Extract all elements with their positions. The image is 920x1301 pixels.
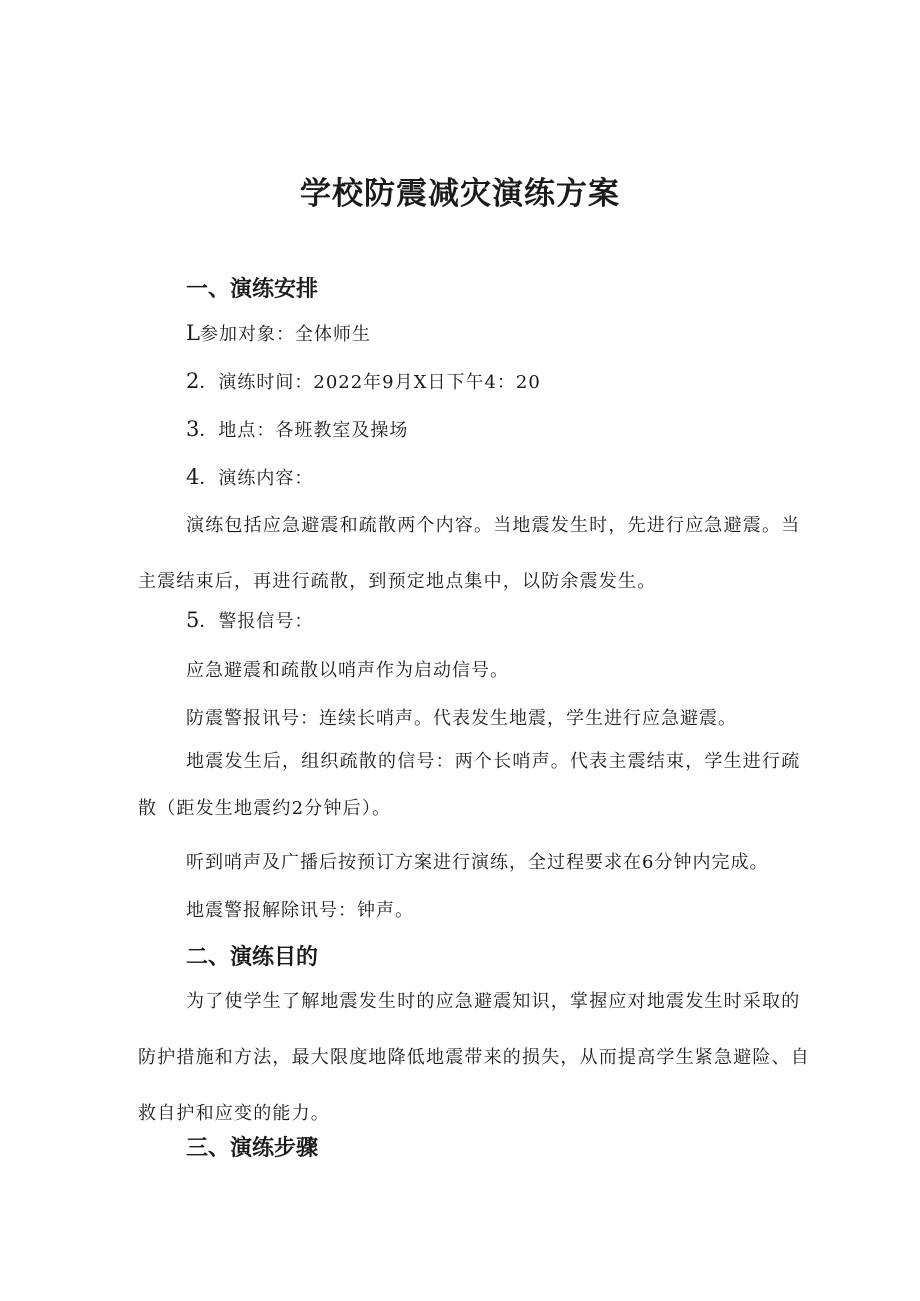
section-heading-purpose: 二、演练目的 (186, 945, 319, 970)
signal-start-line: 应急避震和疏散以哨声作为启动信号。 (186, 660, 509, 681)
all-clear-line: 地震警报解除讯号：钟声。 (186, 900, 414, 921)
list-item-number: 4 (186, 465, 200, 489)
list-item-number: L (186, 321, 200, 345)
list-item-text: ．演练时间：2022年9月X日下午4：20 (199, 372, 541, 393)
time-requirement-line: 听到哨声及广播后按预订方案进行演练，全过程要求在6分钟内完成。 (186, 852, 769, 873)
list-item-text: ．警报信号： (199, 611, 314, 632)
list-item-number: 5 (186, 608, 200, 632)
list-item-content (186, 464, 313, 490)
list-item-time (186, 368, 541, 394)
drill-content-paragraph: 演练包括应急避震和疏散两个内容。当地震发生时，先进行应急避震。当主震结束后，再进行疏散，到预定地点集中，以防余震发生。 (138, 515, 801, 592)
list-item-participants (186, 320, 371, 346)
list-item-text: ．演练内容： (199, 468, 314, 489)
list-item-alarm-signals (186, 607, 313, 633)
signal-alarm-line: 防震警报讯号：连续长哨声。代表发生地震，学生进行应急避震。 (186, 708, 737, 729)
section-heading-arrangement: 一、演练安排 (186, 277, 319, 302)
list-item-text: 参加对象：全体师生 (199, 324, 371, 345)
list-item-location (186, 416, 408, 442)
evacuation-signal-paragraph: 地震发生后，组织疏散的信号：两个长哨声。代表主震结束，学生进行疏散（距发生地震约2分钟后）。 (138, 751, 801, 819)
section-heading-steps: 三、演练步骤 (186, 1136, 319, 1161)
list-item-number: 2 (186, 369, 200, 393)
document-title: 学校防震减灾演练方案 (300, 176, 620, 212)
list-item-number: 3 (186, 417, 200, 441)
purpose-paragraph: 为了使学生了解地震发生时的应急避震知识，掌握应对地震发生时采取的防护措施和方法，最大限度地降低地震带来的损失，从而提高学生紧急避险、自救自护和应变的能力。 (138, 991, 810, 1124)
list-item-text: ．地点：各班教室及操场 (199, 420, 409, 441)
